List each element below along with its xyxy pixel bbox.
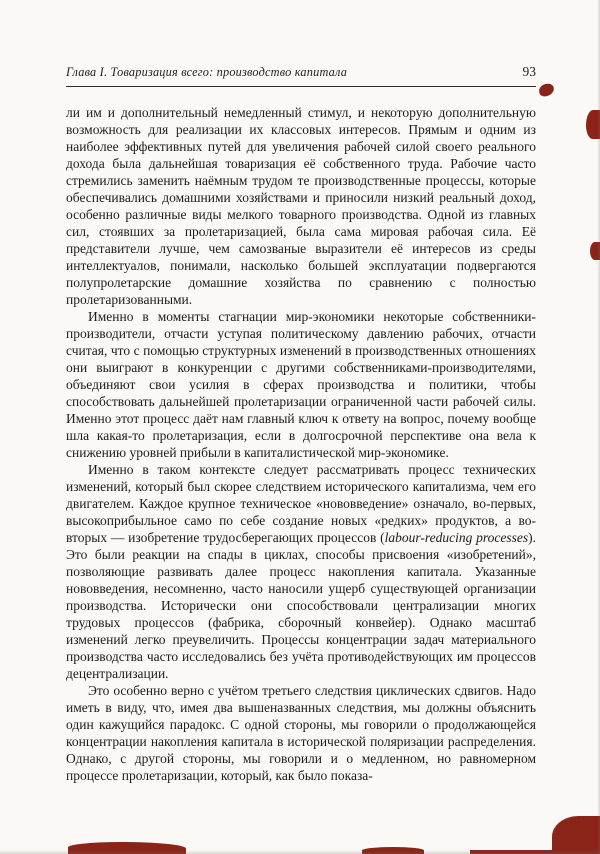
page-number: 93 [522, 64, 536, 79]
page-edge-shadow [0, 850, 600, 854]
paragraph-text: Именно в таком контексте следует рассматривать процесс технических изменений, который был скорее следствием исторического капитализма, чем его двигателем. Каждое крупное техническое «нововведение» означало, во-первых, высокоприбыльное само по себе создание новых «редких» продуктов, а во-вторых — изобретение трудосберегающих процессов ( [66, 462, 536, 545]
paragraph: ли им и дополнительный немедленный стимул, и некоторую дополнительную возможность для реализации их классовых интересов. Прямым и одним из наиболее эффективных путей для увеличения рабочей силой своего реального дохода была дальнейшая товаризация её собственного труда. Рабочие часто стремились заменить наёмным трудом те производственные процессы, которые обеспечивались домашними хозяйствами и приносили низкий реальный доход, особенно различные виды мелкого товарного производства. Одной из главных сил, стоявших за пролетаризацией, была сама мировая рабочая сила. Её представители лучше, чем самозваные выразители её интересов из среды интеллектуалов, понимали, насколько большей эксплуатации подвергаются полупролетарские домашние хозяйства по сравнению с полностью пролетаризованными. [66, 105, 536, 307]
running-head [66, 64, 536, 87]
paragraph-italic-term: labour-reducing processes [384, 530, 529, 545]
scan-edge-mark [552, 816, 600, 854]
chapter-title: Глава I. Товаризация всего: производство капитала [66, 65, 348, 79]
paragraph [66, 461, 536, 682]
body-text [66, 104, 536, 784]
paragraph: Это особенно верно с учётом третьего следствия циклических сдвигов. Надо иметь в виду, что, имея два вышеназванных следствия, мы должны объяснить один кажущийся парадокс. С одной стороны, мы говорили о продолжающейся концентрации накопления капитала в исторической поляризации распределения. Однако, с другой стороны, мы говорили и о медленном, но равномерном процессе пролетаризации, который, как было показа- [66, 683, 536, 783]
paragraph: Именно в моменты стагнации мир-экономики некоторые собственники-производители, отчасти уступая политическому давлению рабочих, отчасти считая, что с помощью структурных изменений в производственных отношениях они выиграют в конкуренции с другими собственниками-производителями, объединяют свои усилия в сферах производства и политики, чтобы способствовать дальнейшей пролетаризации ограниченной части рабочей силы. Именно этот процесс даёт нам главный ключ к ответу на вопрос, почему вообще шла какая-то пролетаризация, если в долгосрочной перспективе она вела к снижению уровней прибыли в капиталистической мир-экономике. [66, 309, 536, 460]
text-block [66, 64, 536, 784]
paragraph-text: ). Это были реакции на спады в циклах, способы присвоения «изобретений», позволяющие развивать далее процесс накопления капитала. Указанные нововведения, несомненно, часто наносили ущерб существующей организации производства. Исторически они способствовали централизации многих трудовых процессов (фабрика, сборочный конвейер). Однако масштаб изменений легко преувеличить. Процессы концентрации задач материального производства часто исследовались без учёта противодействующих им процессов децентрализации. [66, 530, 536, 681]
scan-edge-mark [538, 83, 555, 98]
